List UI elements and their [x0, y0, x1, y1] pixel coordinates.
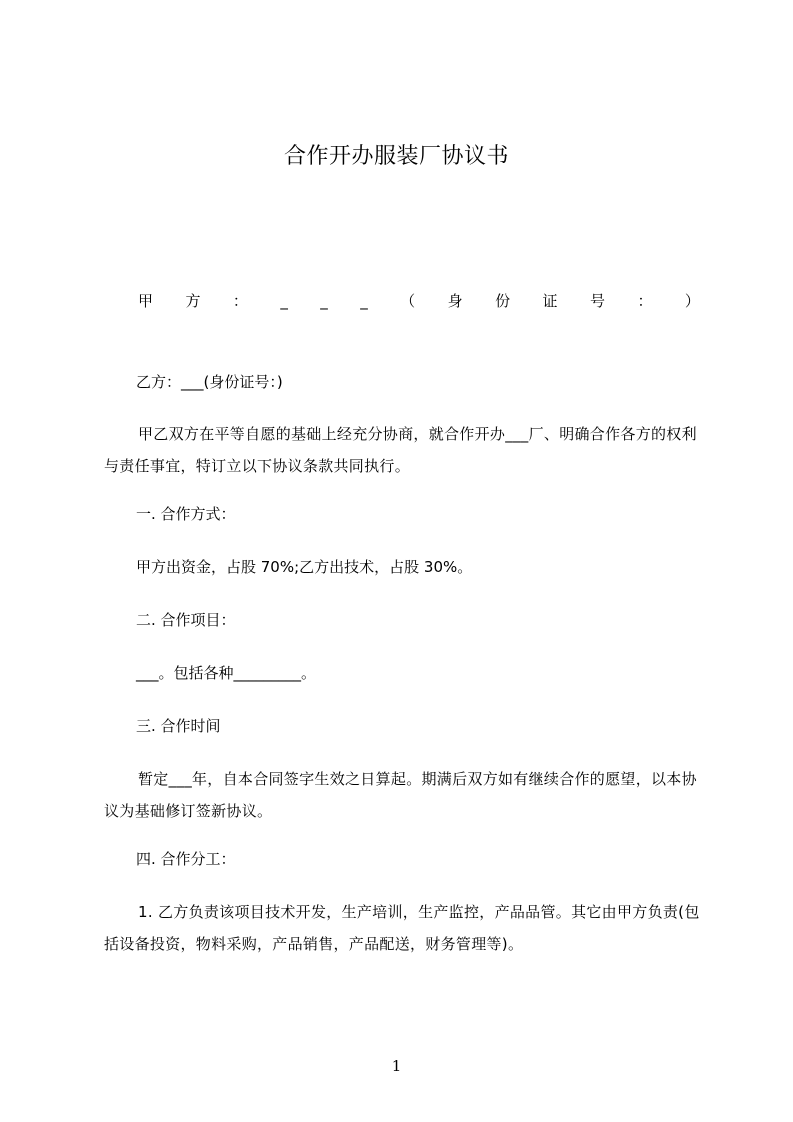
section-1-heading: 一. 合作方式：	[136, 505, 236, 523]
party-a-char: ）	[684, 292, 700, 310]
party-a-char: _	[280, 292, 288, 310]
party-a-char: ：	[232, 292, 248, 310]
party-a-char: ：	[637, 292, 653, 310]
section-2-body: ___。包括各种_________。	[136, 664, 317, 682]
party-b-line: 乙方：___(身份证号：)	[136, 373, 283, 391]
section-1-body: 甲方出资金，占股 70%;乙方出技术，占股 30%。	[136, 558, 473, 576]
party-a-char: 方	[185, 292, 201, 310]
section-4-item-1: 1. 乙方负责该项目技术开发，生产培训，生产监控，产品品管。其它由甲方负责(包括设备投资，物料采购，产品销售，产品配送，财务管理等)。	[104, 903, 700, 953]
party-a-line	[138, 286, 700, 316]
section-3-heading: 三. 合作时间	[136, 717, 221, 735]
intro-paragraph: 甲乙双方在平等自愿的基础上经充分协商，就合作开办___厂、明确合作各方的权利与责任事宜，特订立以下协议条款共同执行。	[104, 425, 697, 475]
section-4-heading: 四. 合作分工：	[136, 850, 236, 868]
party-a-char: _	[360, 292, 368, 310]
party-a-char: 份	[495, 292, 511, 310]
section-2-heading: 二. 合作项目：	[136, 611, 236, 629]
party-a-char: _	[320, 292, 328, 310]
party-a-char: （	[400, 292, 416, 310]
party-a-char: 证	[542, 292, 558, 310]
document-title: 合作开办服装厂协议书	[283, 144, 509, 169]
section-3-body: 暂定___年，自本合同签字生效之日算起。期满后双方如有继续合作的愿望，以本协议为基础修订签新协议。	[104, 770, 697, 820]
page-number: 1	[391, 1057, 402, 1075]
party-a-char: 甲	[138, 292, 154, 310]
party-a-char: 号	[589, 292, 605, 310]
party-a-char: 身	[447, 292, 463, 310]
